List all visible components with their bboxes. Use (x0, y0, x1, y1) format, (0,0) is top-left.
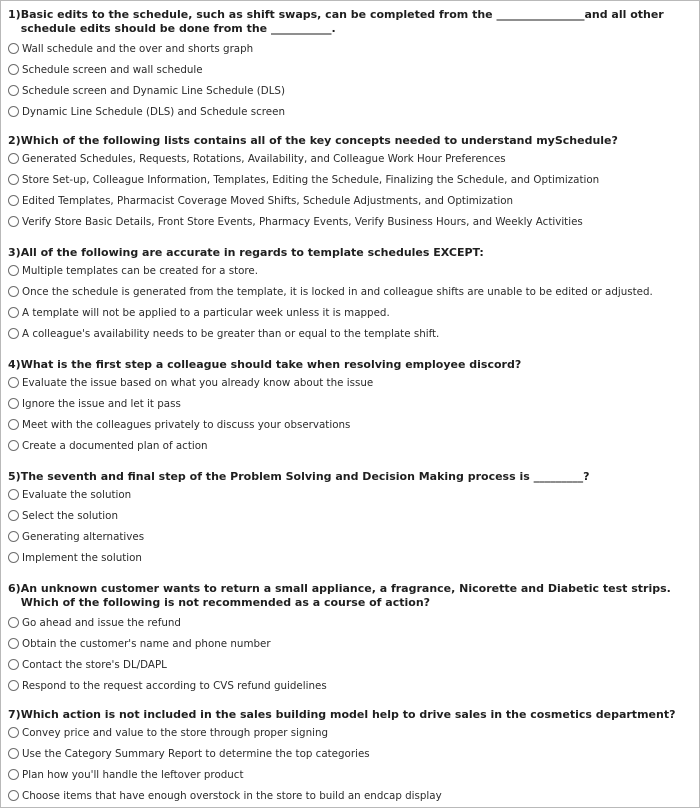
question-1-prompt (8, 8, 693, 36)
answer-option-6b[interactable] (8, 633, 693, 654)
answer-option-6c[interactable] (8, 654, 693, 675)
option-label: Plan how you'll handle the leftover product (22, 768, 244, 781)
question-2 (8, 134, 693, 232)
answer-option-4d[interactable] (8, 435, 693, 456)
option-label: Dynamic Line Schedule (DLS) and Schedule screen (22, 105, 285, 118)
question-2-prompt (8, 134, 693, 148)
radio-button[interactable] (8, 64, 19, 75)
radio-button[interactable] (8, 265, 19, 276)
option-label: Generated Schedules, Requests, Rotations, Availability, and Colleague Work Hour Preferences (22, 152, 506, 165)
question-6 (8, 582, 693, 696)
radio-button[interactable] (8, 174, 19, 185)
answer-option-4b[interactable] (8, 393, 693, 414)
radio-button[interactable] (8, 531, 19, 542)
question-number: 4) (8, 358, 21, 371)
radio-button[interactable] (8, 638, 19, 649)
radio-button[interactable] (8, 286, 19, 297)
answer-option-2d[interactable] (8, 211, 693, 232)
question-text: Which of the following lists contains all of the key concepts needed to understand mySchedule? (20, 134, 618, 147)
option-label: Multiple templates can be created for a store. (22, 264, 259, 277)
option-label: Use the Category Summary Report to determine the top categories (22, 747, 370, 760)
answer-option-5c[interactable] (8, 526, 693, 547)
answer-option-1a[interactable] (8, 38, 693, 59)
radio-button[interactable] (8, 153, 19, 164)
question-4 (8, 358, 693, 456)
answer-option-7d[interactable] (8, 785, 693, 806)
radio-button[interactable] (8, 510, 19, 521)
radio-button[interactable] (8, 43, 19, 54)
option-label: A template will not be applied to a particular week unless it is mapped. (22, 306, 390, 319)
option-label: Once the schedule is generated from the template, it is locked in and colleague shifts are unable to be edited or adjusted. (22, 285, 653, 298)
question-3 (8, 246, 693, 344)
radio-button[interactable] (8, 106, 19, 117)
answer-option-2a[interactable] (8, 148, 693, 169)
answer-option-5b[interactable] (8, 505, 693, 526)
answer-option-7b[interactable] (8, 743, 693, 764)
question-text: All of the following are accurate in regards to template schedules EXCEPT: (20, 246, 484, 259)
question-text: Basic edits to the schedule, such as shift swaps, can be completed from the ________________and all other schedule edits should be done from the ___________. (20, 8, 664, 35)
question-text: An unknown customer wants to return a small appliance, a fragrance, Nicorette and Diabetic test strips. Which of the following is not recommended as a course of action? (20, 582, 671, 609)
option-label: Obtain the customer's name and phone number (22, 637, 271, 650)
question-number: 5) (8, 470, 21, 483)
option-label: Ignore the issue and let it pass (22, 397, 181, 410)
radio-button[interactable] (8, 727, 19, 738)
answer-option-7c[interactable] (8, 764, 693, 785)
answer-option-1c[interactable] (8, 80, 693, 101)
answer-option-7a[interactable] (8, 722, 693, 743)
radio-button[interactable] (8, 617, 19, 628)
option-label: Wall schedule and the over and shorts graph (22, 42, 254, 55)
radio-button[interactable] (8, 552, 19, 563)
answer-option-2c[interactable] (8, 190, 693, 211)
option-label: Respond to the request according to CVS refund guidelines (22, 679, 327, 692)
option-label: Contact the store's DL/DAPL (22, 658, 167, 671)
question-4-prompt (8, 358, 693, 372)
answer-option-3b[interactable] (8, 281, 693, 302)
option-label: Choose items that have enough overstock in the store to build an endcap display (22, 789, 442, 802)
answer-option-6d[interactable] (8, 675, 693, 696)
option-label: Schedule screen and wall schedule (22, 63, 203, 76)
option-label: Convey price and value to the store through proper signing (22, 726, 329, 739)
option-label: Edited Templates, Pharmacist Coverage Moved Shifts, Schedule Adjustments, and Optimization (22, 194, 514, 207)
question-text: Which action is not included in the sales building model help to drive sales in the cosmetics department? (20, 708, 676, 721)
answer-option-4c[interactable] (8, 414, 693, 435)
question-number: 3) (8, 246, 21, 259)
answer-option-3d[interactable] (8, 323, 693, 344)
question-6-prompt (8, 582, 693, 610)
answer-option-5a[interactable] (8, 484, 693, 505)
radio-button[interactable] (8, 307, 19, 318)
radio-button[interactable] (8, 377, 19, 388)
question-5 (8, 470, 693, 568)
question-text: The seventh and final step of the Problem Solving and Decision Making process is _________? (20, 470, 590, 483)
option-label: Verify Store Basic Details, Front Store Events, Pharmacy Events, Verify Business Hours, and Weekly Activities (22, 215, 583, 228)
answer-option-2b[interactable] (8, 169, 693, 190)
option-label: Store Set-up, Colleague Information, Templates, Editing the Schedule, Finalizing the Schedule, and Optimization (22, 173, 600, 186)
answer-option-3a[interactable] (8, 260, 693, 281)
option-label: A colleague's availability needs to be greater than or equal to the template shift. (22, 327, 440, 340)
question-7 (8, 708, 693, 806)
option-label: Implement the solution (22, 551, 142, 564)
radio-button[interactable] (8, 748, 19, 759)
answer-option-1d[interactable] (8, 101, 693, 122)
radio-button[interactable] (8, 85, 19, 96)
question-7-prompt (8, 708, 693, 722)
answer-option-3c[interactable] (8, 302, 693, 323)
question-text: What is the first step a colleague should take when resolving employee discord? (20, 358, 522, 371)
radio-button[interactable] (8, 659, 19, 670)
radio-button[interactable] (8, 790, 19, 801)
radio-button[interactable] (8, 398, 19, 409)
option-label: Schedule screen and Dynamic Line Schedule (DLS) (22, 84, 285, 97)
radio-button[interactable] (8, 195, 19, 206)
answer-option-1b[interactable] (8, 59, 693, 80)
question-number: 1) (8, 8, 21, 21)
option-label: Generating alternatives (22, 530, 145, 543)
radio-button[interactable] (8, 328, 19, 339)
question-1 (8, 8, 693, 122)
option-label: Select the solution (22, 509, 118, 522)
option-label: Meet with the colleagues privately to discuss your observations (22, 418, 351, 431)
radio-button[interactable] (8, 216, 19, 227)
option-label: Evaluate the issue based on what you already know about the issue (22, 376, 374, 389)
radio-button[interactable] (8, 419, 19, 430)
answer-option-5d[interactable] (8, 547, 693, 568)
answer-option-4a[interactable] (8, 372, 693, 393)
radio-button[interactable] (8, 440, 19, 451)
radio-button[interactable] (8, 769, 19, 780)
option-label: Evaluate the solution (22, 488, 132, 501)
question-number: 6) (8, 582, 21, 595)
radio-button[interactable] (8, 680, 19, 691)
radio-button[interactable] (8, 489, 19, 500)
question-number: 2) (8, 134, 21, 147)
option-label: Go ahead and issue the refund (22, 616, 181, 629)
answer-option-6a[interactable] (8, 612, 693, 633)
question-number: 7) (8, 708, 21, 721)
option-label: Create a documented plan of action (22, 439, 208, 452)
question-5-prompt (8, 470, 693, 484)
question-3-prompt (8, 246, 693, 260)
